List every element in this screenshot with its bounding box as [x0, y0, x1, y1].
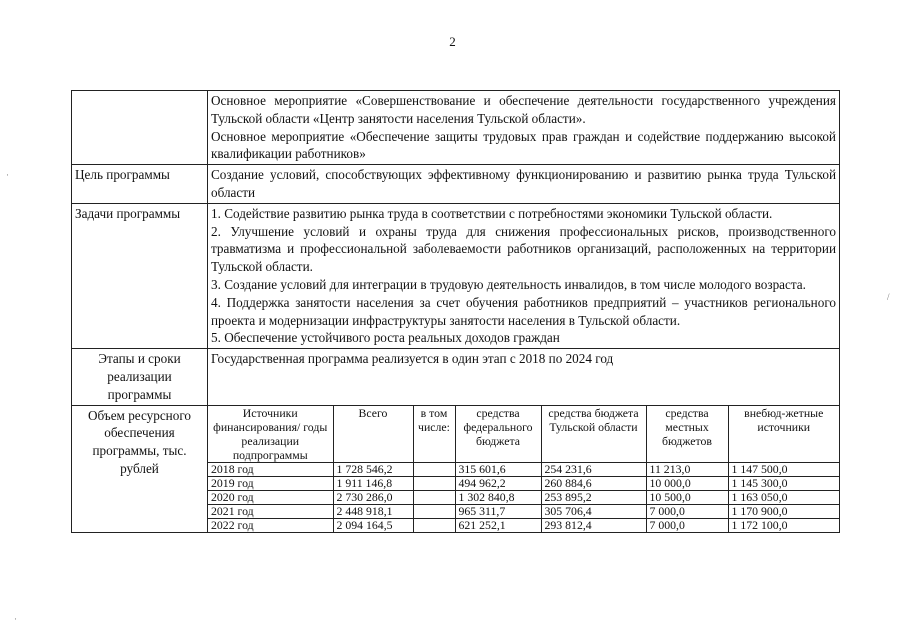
- cell-extrabudget: 1 147 500,0: [728, 462, 839, 476]
- measures-cell: [208, 91, 840, 165]
- cell-local: 10 500,0: [646, 490, 728, 504]
- goal-label: Цель программы: [72, 165, 208, 204]
- page-number: 2: [449, 34, 456, 49]
- measure-item: Основное мероприятие «Обеспечение защиты трудовых прав граждан и содействие поддержанию высокой квалификации работников»: [211, 128, 836, 162]
- funding-cell: [208, 405, 840, 532]
- cell-year: 2021 год: [208, 504, 333, 518]
- funding-row: [208, 490, 839, 504]
- funding-header-row: [208, 406, 839, 463]
- stages-text: Государственная программа реализуется в один этап с 2018 по 2024 год: [208, 349, 840, 405]
- cell-regional: 253 895,2: [541, 490, 646, 504]
- cell-total: 2 094 164,5: [333, 518, 413, 532]
- cell-including: [413, 462, 455, 476]
- cell-regional: 260 884,6: [541, 476, 646, 490]
- funding-row: [208, 462, 839, 476]
- task-item: 2. Улучшение условий и охраны труда для снижения профессиональных рисков, производственного травматизма и профессиональной заболеваемости работников организаций, расположенных на территории Тульской области.: [211, 223, 836, 275]
- header-federal: средства федерального бюджета: [455, 406, 541, 463]
- cell-regional: 305 706,4: [541, 504, 646, 518]
- cell-extrabudget: 1 145 300,0: [728, 476, 839, 490]
- row-measures: [72, 91, 840, 165]
- header-regional: средства бюджета Тульской области: [541, 406, 646, 463]
- row-stages: [72, 349, 840, 405]
- cell-year: 2018 год: [208, 462, 333, 476]
- funding-table: [208, 406, 839, 532]
- margin-tick: ·: [14, 614, 17, 624]
- stages-label: Этапы и сроки реализации программы: [72, 349, 208, 405]
- task-item: 3. Создание условий для интеграции в трудовую деятельность инвалидов, в том числе молодого возраста.: [211, 276, 806, 292]
- funding-label: Объем ресурсного обеспечения программы, тыс. рублей: [72, 405, 208, 532]
- header-total: Всего: [333, 406, 413, 463]
- funding-row: [208, 476, 839, 490]
- goal-text: Создание условий, способствующих эффективному функционированию и развитию рынка труда Тульской области: [208, 165, 840, 204]
- cell-total: 2 448 918,1: [333, 504, 413, 518]
- header-extrabudget: внебюд-жетные источники: [728, 406, 839, 463]
- cell-federal: 494 962,2: [455, 476, 541, 490]
- measure-item: Основное мероприятие «Совершенствование и обеспечение деятельности государственного учреждения Тульской области «Центр занятости населения Тульской области».: [211, 93, 836, 126]
- program-passport-table: [71, 90, 840, 533]
- cell-federal: 315 601,6: [455, 462, 541, 476]
- margin-tick: /: [887, 292, 890, 302]
- cell-federal: 621 252,1: [455, 518, 541, 532]
- cell-extrabudget: 1 163 050,0: [728, 490, 839, 504]
- funding-row: [208, 504, 839, 518]
- funding-row: [208, 518, 839, 532]
- cell-including: [413, 490, 455, 504]
- cell-federal: 1 302 840,8: [455, 490, 541, 504]
- task-item: 5. Обеспечение устойчивого роста реальных доходов граждан: [211, 330, 560, 346]
- cell-total: 1 728 546,2: [333, 462, 413, 476]
- cell-year: 2022 год: [208, 518, 333, 532]
- margin-tick: ·: [6, 170, 9, 180]
- task-item: 1. Содействие развитию рынка труда в соответствии с потребностями экономики Тульской области.: [211, 205, 773, 221]
- cell-local: 10 000,0: [646, 476, 728, 490]
- cell-total: 2 730 286,0: [333, 490, 413, 504]
- cell-including: [413, 504, 455, 518]
- cell-local: 7 000,0: [646, 504, 728, 518]
- cell-including: [413, 476, 455, 490]
- row-tasks: [72, 203, 840, 348]
- cell-local: 7 000,0: [646, 518, 728, 532]
- cell-federal: 965 311,7: [455, 504, 541, 518]
- funding-table-body: [208, 462, 839, 532]
- measures-label-cell: [72, 91, 208, 165]
- cell-regional: 254 231,6: [541, 462, 646, 476]
- cell-including: [413, 518, 455, 532]
- tasks-label: Задачи программы: [72, 203, 208, 348]
- cell-extrabudget: 1 170 900,0: [728, 504, 839, 518]
- cell-year: 2019 год: [208, 476, 333, 490]
- tasks-cell: [208, 203, 840, 348]
- cell-extrabudget: 1 172 100,0: [728, 518, 839, 532]
- cell-regional: 293 812,4: [541, 518, 646, 532]
- header-local: средства местных бюджетов: [646, 406, 728, 463]
- cell-local: 11 213,0: [646, 462, 728, 476]
- task-item: 4. Поддержка занятости населения за счет обучения работников предприятий – участников регионального проекта и модернизации инфраструктуры занятости населения в Тульской области.: [211, 294, 836, 328]
- row-funding: [72, 405, 840, 532]
- header-including: в том числе:: [413, 406, 455, 463]
- header-sources: Источники финансирования/ годы реализации подпрограммы: [208, 406, 333, 463]
- cell-year: 2020 год: [208, 490, 333, 504]
- cell-total: 1 911 146,8: [333, 476, 413, 490]
- row-goal: [72, 165, 840, 204]
